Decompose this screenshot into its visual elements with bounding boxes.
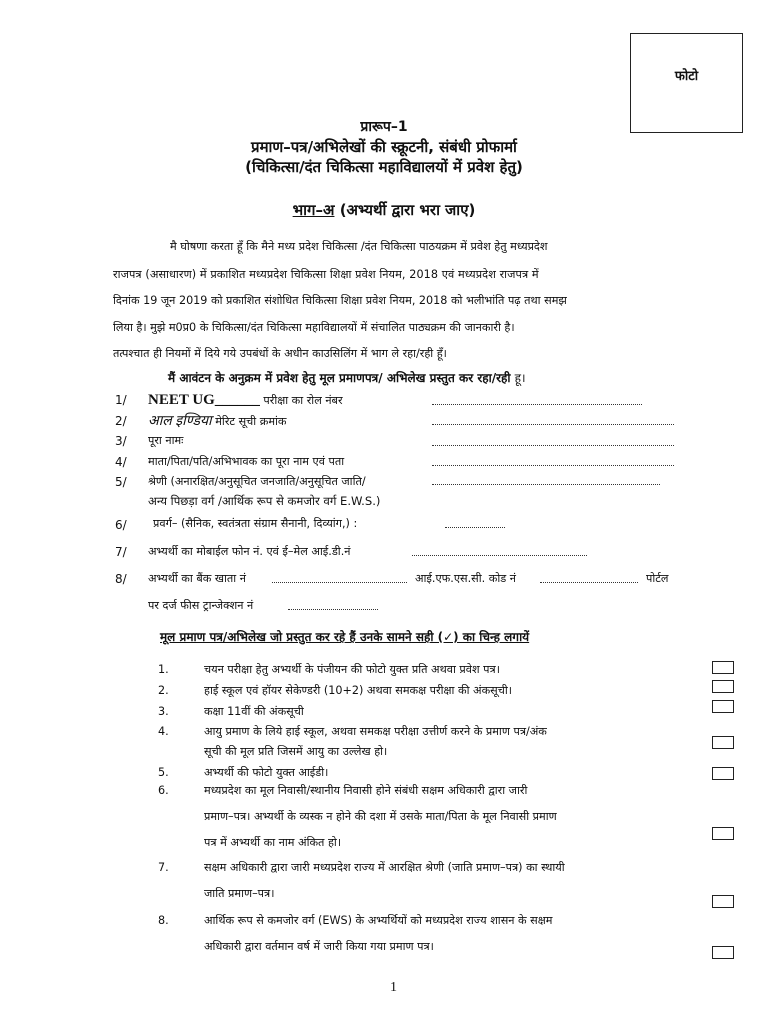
checklist-3-line-1: कक्षा 11वीं की अंकसूची bbox=[204, 705, 304, 718]
checklist-7-number: 7. bbox=[158, 861, 169, 874]
field-2-label bbox=[148, 410, 287, 430]
field-1-text: परीक्षा का रोल नंबर bbox=[259, 394, 343, 407]
field-1-input[interactable] bbox=[432, 404, 642, 405]
field-8-ifsc-input[interactable] bbox=[540, 582, 638, 583]
checklist-6-line-1: मध्यप्रदेश का मूल निवासी/स्थानीय निवासी होने संबंधी सक्षम अधिकारी द्वारा जारी bbox=[204, 784, 528, 797]
field-6-label: प्रवर्ग– (सैनिक, स्वतंत्रता संग्राम सैनानी, दिव्यांग,) : bbox=[153, 517, 358, 530]
page-number: 1 bbox=[390, 980, 397, 995]
field-5-input[interactable] bbox=[432, 484, 660, 485]
field-8-account-input[interactable] bbox=[272, 582, 407, 583]
field-2-lead: आल इण्डिया bbox=[148, 414, 212, 429]
checklist-3-checkbox[interactable] bbox=[712, 700, 734, 713]
field-8-portal-label: पोर्टल bbox=[646, 572, 669, 585]
field-8-ifsc-label: आई.एफ.एस.सी. कोड नं bbox=[415, 572, 516, 585]
checklist-1-checkbox[interactable] bbox=[712, 661, 734, 674]
field-5-label-cont: अन्य पिछड़ा वर्ग /आर्थिक रूप से कमजोर वर्ग E.W.S.) bbox=[148, 494, 381, 508]
checklist-6-line-3: पत्र में अभ्यर्थी का नाम अंकित हो। bbox=[204, 836, 342, 849]
part-rest: (अभ्यर्थी द्वारा भरा जाए) bbox=[334, 201, 476, 219]
part-label: भाग–अ bbox=[292, 201, 335, 219]
field-7-label: अभ्यर्थी का मोबाईल फोन नं. एवं ई–मेल आई.डी.नं bbox=[148, 545, 351, 558]
declaration-line-2: राजपत्र (असाधारण) में प्रकाशित मध्यप्रदेश चिकित्सा शिक्षा प्रवेश नियम, 2018 एवं मध्यप्रदेश राजपत्र में bbox=[113, 268, 539, 281]
declaration-bold-a: मैं आवंटन के अनुक्रम में प्रवेश हेतु मूल प्रमाणपत्र/ अभिलेख प्रस्तुत कर रहा/रही bbox=[168, 371, 515, 385]
form-number: प्रारूप–1 bbox=[360, 119, 408, 135]
field-1-number: 1/ bbox=[115, 393, 127, 407]
field-2-number: 2/ bbox=[115, 414, 127, 428]
field-3-number: 3/ bbox=[115, 434, 127, 448]
checklist-2-checkbox[interactable] bbox=[712, 680, 734, 693]
checklist-4-checkbox[interactable] bbox=[712, 736, 734, 749]
field-6-input[interactable] bbox=[445, 527, 505, 528]
field-8-transaction-input[interactable] bbox=[288, 609, 378, 610]
declaration-line-3: दिनांक 19 जून 2019 को प्रकाशित संशोधित चिकित्सा शिक्षा प्रवेश नियम, 2018 को भलीभांति पढ़ तथा समझ bbox=[113, 294, 567, 307]
checklist-6-number: 6. bbox=[158, 784, 169, 797]
field-4-label: माता/पिता/पति/अभिभावक का पूरा नाम एवं पता bbox=[148, 455, 345, 468]
field-8-label-cont: पर दर्ज फीस ट्रान्जेक्शन नं bbox=[148, 599, 254, 612]
field-2-input[interactable] bbox=[432, 424, 674, 425]
field-4-input[interactable] bbox=[432, 465, 674, 466]
checklist-5-line-1: अभ्यर्थी की फोटो युक्त आईडी। bbox=[204, 766, 329, 779]
photo-label: फोटो bbox=[674, 69, 699, 84]
checklist-heading: मूल प्रमाण पत्र/अभिलेख जो प्रस्तुत कर रहे हैं उनके सामने सही (✓) का चिन्ह लगायें bbox=[160, 630, 530, 644]
checklist-1-number: 1. bbox=[158, 663, 169, 676]
checklist-8-checkbox[interactable] bbox=[712, 946, 734, 959]
field-8-label: अभ्यर्थी का बैंक खाता नं bbox=[148, 572, 246, 585]
checklist-5-number: 5. bbox=[158, 766, 169, 779]
checklist-8-line-1: आर्थिक रूप से कमजोर वर्ग (EWS) के अभ्यर्थियों को मध्यप्रदेश राज्य शासन के सक्षम bbox=[204, 914, 553, 927]
declaration-line-5: तत्पश्चात ही नियमों में दिये गये उपबंधों के अधीन काउसिलिंग में भाग ले रहा/रही हूँ। bbox=[113, 347, 447, 360]
checklist-4-line-2: सूची की मूल प्रति जिसमें आयु का उल्लेख हो। bbox=[204, 745, 388, 758]
field-3-label: पूरा नामः bbox=[148, 434, 184, 447]
checklist-4-number: 4. bbox=[158, 725, 169, 738]
field-6-number: 6/ bbox=[115, 518, 127, 532]
part-heading bbox=[0, 200, 768, 220]
form-title-line1: प्रमाण–पत्र/अभिलेखों की स्क्रूटनी, संबंधी प्रोफार्मा bbox=[251, 138, 517, 156]
field-7-number: 7/ bbox=[115, 545, 127, 559]
checklist-3-number: 3. bbox=[158, 705, 169, 718]
declaration-line-1: मै घोषणा करता हूँ कि मैने मध्य प्रदेश चिकित्सा /दंत चिकित्सा पाठयक्रम में प्रवेश हेतु मध्यप्रदेश bbox=[170, 240, 548, 253]
checklist-7-line-2: जाति प्रमाण–पत्र। bbox=[204, 887, 275, 900]
checklist-8-line-2: अधिकारी द्वारा वर्तमान वर्ष में जारी किया गया प्रमाण पत्र। bbox=[204, 940, 434, 953]
field-5-label: श्रेणी (अनारक्षित/अनुसूचित जनजाति/अनुसूचित जाति/ bbox=[148, 475, 366, 488]
field-8-number: 8/ bbox=[115, 572, 127, 586]
checklist-2-number: 2. bbox=[158, 684, 169, 697]
field-1-label bbox=[148, 389, 343, 409]
form-title-line2: (चिकित्सा/दंत चिकित्सा महाविद्यालयों में प्रवेश हेतु) bbox=[245, 158, 523, 176]
checklist-2-line-1: हाई स्कूल एवं हॉयर सेकेण्डरी (10+2) अथवा समकक्ष परीक्षा की अंकसूची। bbox=[204, 684, 512, 697]
checklist-5-checkbox[interactable] bbox=[712, 767, 734, 780]
field-4-number: 4/ bbox=[115, 455, 127, 469]
checklist-7-checkbox[interactable] bbox=[712, 895, 734, 908]
checklist-6-checkbox[interactable] bbox=[712, 827, 734, 840]
checklist-4-line-1: आयु प्रमाण के लिये हाई स्कूल, अथवा समकक्ष परीक्षा उत्तीर्ण करने के प्रमाण पत्र/अंक bbox=[204, 725, 547, 738]
declaration-bold-b: हू। bbox=[514, 371, 526, 385]
checklist-1-line-1: चयन परीक्षा हेतु अभ्यर्थी के पंजीयन की फोटो युक्त प्रति अथवा प्रवेश पत्र। bbox=[204, 663, 500, 676]
field-2-text: मेरिट सूची क्रमांक bbox=[211, 415, 287, 428]
field-7-input[interactable] bbox=[412, 555, 587, 556]
field-5-number: 5/ bbox=[115, 475, 127, 489]
field-1-lead: NEET UG______ bbox=[148, 392, 260, 408]
declaration-line-4: लिया है। मुझे म0प्र0 के चिकित्सा/दंत चिकित्सा महाविद्यालयों में संचालित पाठ्यक्रम की जानकारी है। bbox=[113, 321, 515, 334]
declaration-bold-line bbox=[168, 369, 526, 386]
checklist-7-line-1: सक्षम अधिकारी द्वारा जारी मध्यप्रदेश राज्य में आरक्षित श्रेणी (जाति प्रमाण–पत्र) का स्थायी bbox=[204, 861, 565, 874]
checklist-8-number: 8. bbox=[158, 914, 169, 927]
field-3-input[interactable] bbox=[432, 445, 674, 446]
checklist-6-line-2: प्रमाण–पत्र। अभ्यर्थी के व्यस्क न होने की दशा में उसके माता/पिता के मूल निवासी प्रमाण bbox=[204, 810, 557, 823]
